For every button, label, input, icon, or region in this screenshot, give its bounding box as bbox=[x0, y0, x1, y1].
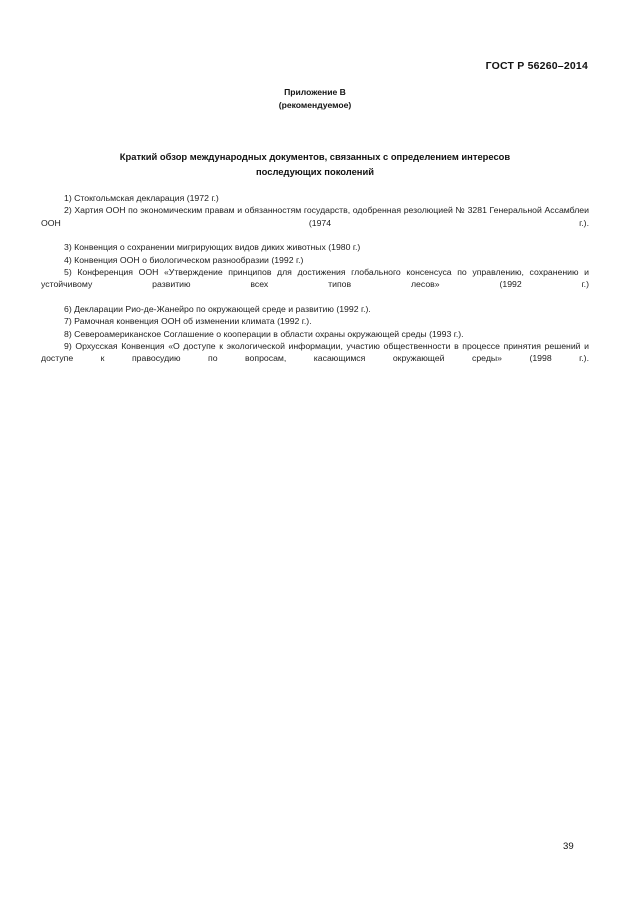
list-item: 1) Стокгольмская декларация (1972 г.) bbox=[64, 193, 219, 203]
page-title bbox=[42, 149, 588, 179]
list-item: 3) Конвенция о сохранении мигрирующих видов диких животных (1980 г.) bbox=[64, 242, 361, 253]
list-item: 6) Декларации Рио-де-Жанейро по окружающей среде и развитию (1992 г.). bbox=[64, 304, 371, 315]
annex-label: Приложение В bbox=[284, 87, 346, 97]
list-item: 2) Хартия ООН по экономическим правам и обязанностям государств, одобренная резолюцией № 3281 Генеральной Ассамблеи ООН (1974 г.). bbox=[41, 205, 589, 228]
annex-caption bbox=[0, 86, 630, 112]
document-list bbox=[41, 192, 589, 377]
page-title-line-1: Краткий обзор международных документов, связанных с определением интересов bbox=[119, 151, 511, 162]
list-item: 9) Орхусская Конвенция «О доступе к экологической информации, участию общественности в процессе принятия решений и доступе к правосудию по вопросам, касающимся окружающей среды» (1998 г.). bbox=[41, 341, 589, 364]
list-item: 7) Рамочная конвенция ООН об изменении климата (1992 г.). bbox=[64, 316, 312, 327]
annex-status: (рекомендуемое) bbox=[278, 100, 352, 110]
list-item: 5) Конференция ООН «Утверждение принципов для достижения глобального консенсуса по управлению, сохранению и устойчивому развитию всех типов лесов» (1992 г.) bbox=[41, 267, 589, 290]
list-item: 8) Североамериканское Соглашение о кооперации в области охраны окружающей среды (1993 г.). bbox=[64, 328, 464, 339]
list-item: 4) Конвенция ООН о биологическом разнообразии (1992 г.) bbox=[64, 254, 304, 265]
page-title-line-2: последующих поколений bbox=[256, 166, 374, 177]
page-number: 39 bbox=[563, 841, 574, 852]
running-header-standard-number: ГОСТ Р 56260–2014 bbox=[485, 60, 588, 72]
